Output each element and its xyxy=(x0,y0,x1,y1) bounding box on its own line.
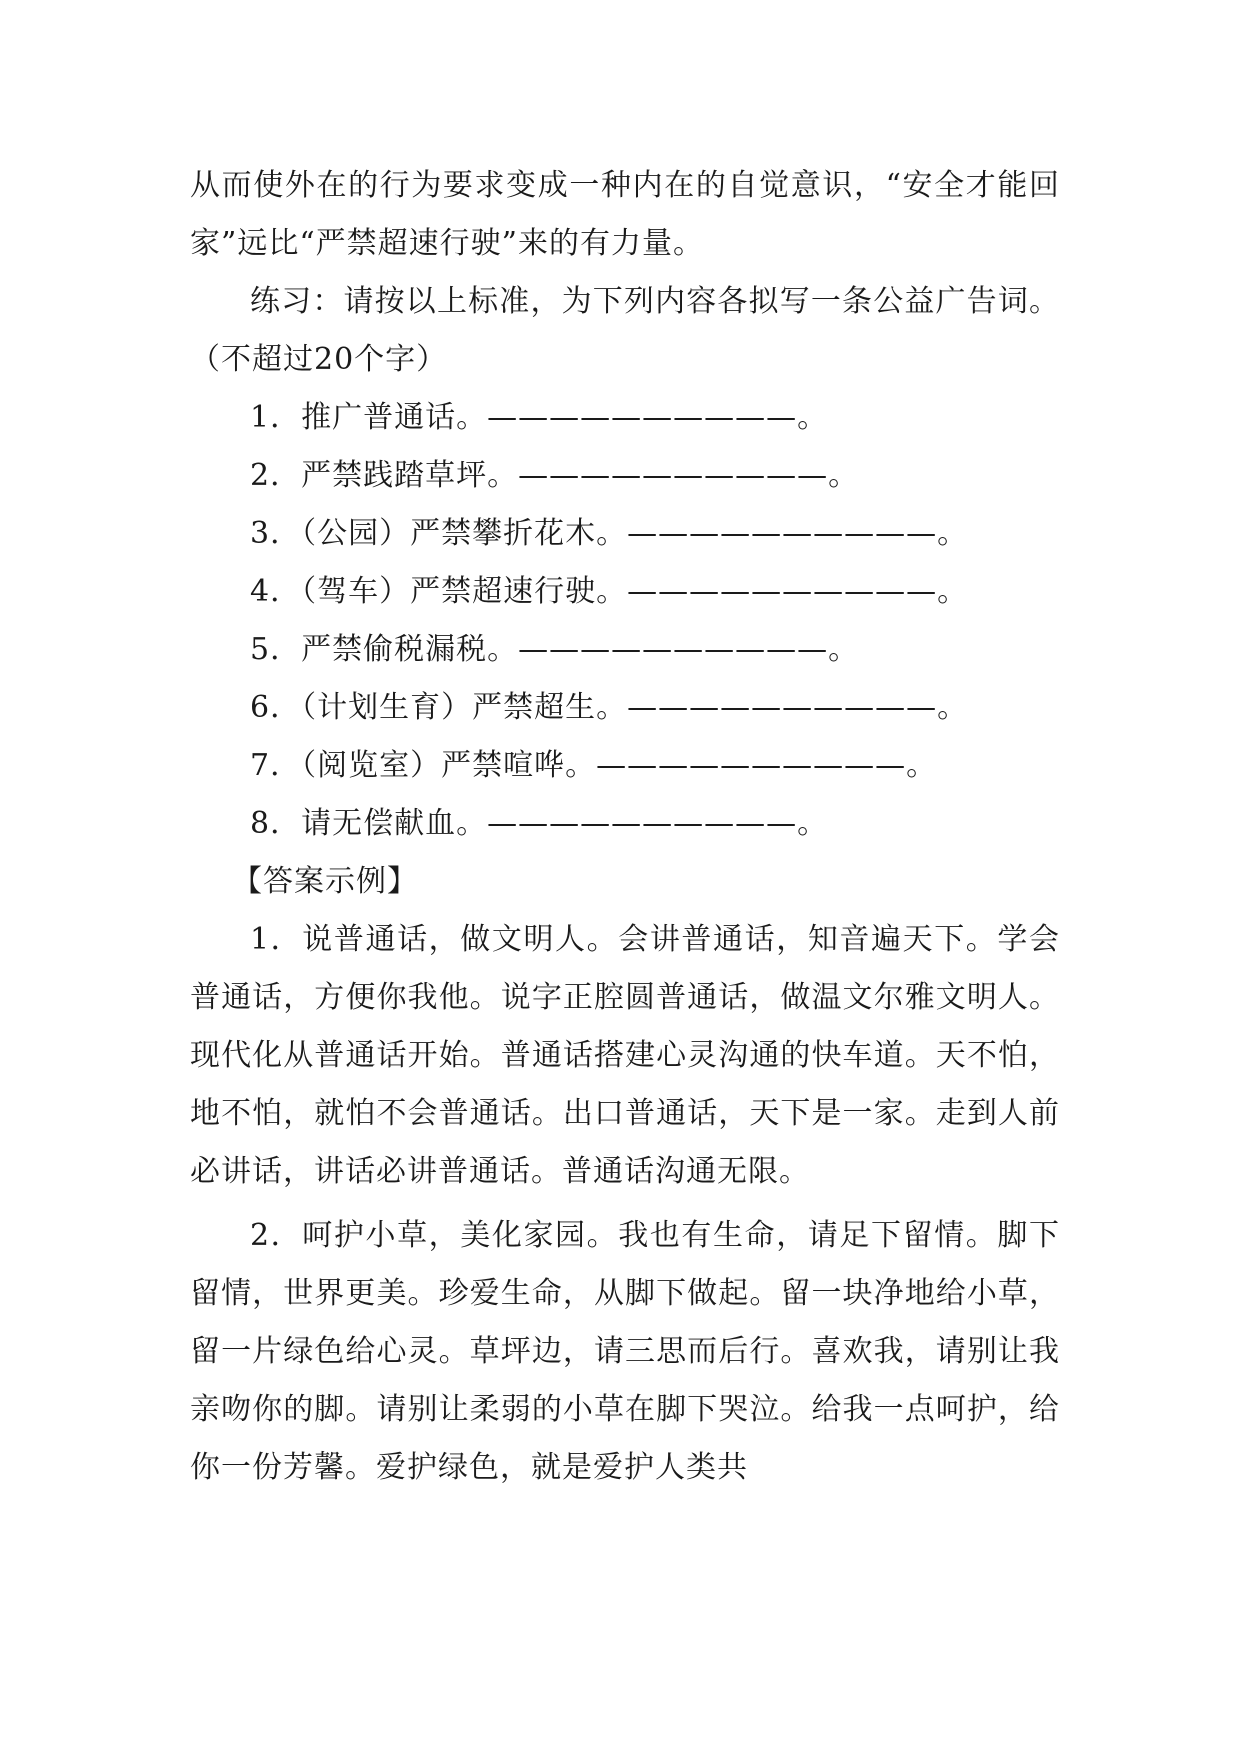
exercise-item-7: 7．（阅览室）严禁喧哗。——————————。 xyxy=(250,748,938,783)
answer-paragraph-2: 2．呵护小草，美化家园。我也有生命，请足下留情。脚下留情，世界更美。珍爱生命，从脚下做起。留一块净地给小草，留一片绿色给心灵。草坪边，请三思而后行。喜欢我，请别让我亲吻你的脚。请别让柔弱的小草在脚下哭泣。给我一点呵护，给你一份芳馨。爱护绿色，就是爱护人类共 xyxy=(190,1218,1060,1485)
intro-continuation-paragraph: 从而使外在的行为要求变成一种内在的自觉意识，“安全才能回家”远比“严禁超速行驶”来的有力量。 xyxy=(190,168,1060,261)
answers-heading: 【答案示例】 xyxy=(232,864,418,899)
exercise-paragraph: 练习：请按以上标准，为下列内容各拟写一条公益广告词。（不超过20个字） xyxy=(190,284,1060,377)
exercise-item-3: 3．（公园）严禁攀折花木。——————————。 xyxy=(250,516,969,551)
exercise-item-5: 5．严禁偷税漏税。——————————。 xyxy=(250,632,860,667)
exercise-item-4: 4．（驾车）严禁超速行驶。——————————。 xyxy=(250,574,969,609)
exercise-item-1: 1．推广普通话。——————————。 xyxy=(250,400,829,435)
exercise-item-2: 2．严禁践踏草坪。——————————。 xyxy=(250,458,860,493)
exercise-item-8: 8．请无偿献血。——————————。 xyxy=(250,806,829,841)
document-body xyxy=(190,157,1060,1497)
answer-paragraph-1: 1．说普通话，做文明人。会讲普通话，知音遍天下。学会普通话，方便你我他。说字正腔圆普通话，做温文尔雅文明人。现代化从普通话开始。普通话搭建心灵沟通的快车道。天不怕，地不怕，就怕不会普通话。出口普通话，天下是一家。走到人前必讲话，讲话必讲普通话。普通话沟通无限。 xyxy=(190,922,1060,1189)
exercise-item-6: 6．（计划生育）严禁超生。——————————。 xyxy=(250,690,969,725)
